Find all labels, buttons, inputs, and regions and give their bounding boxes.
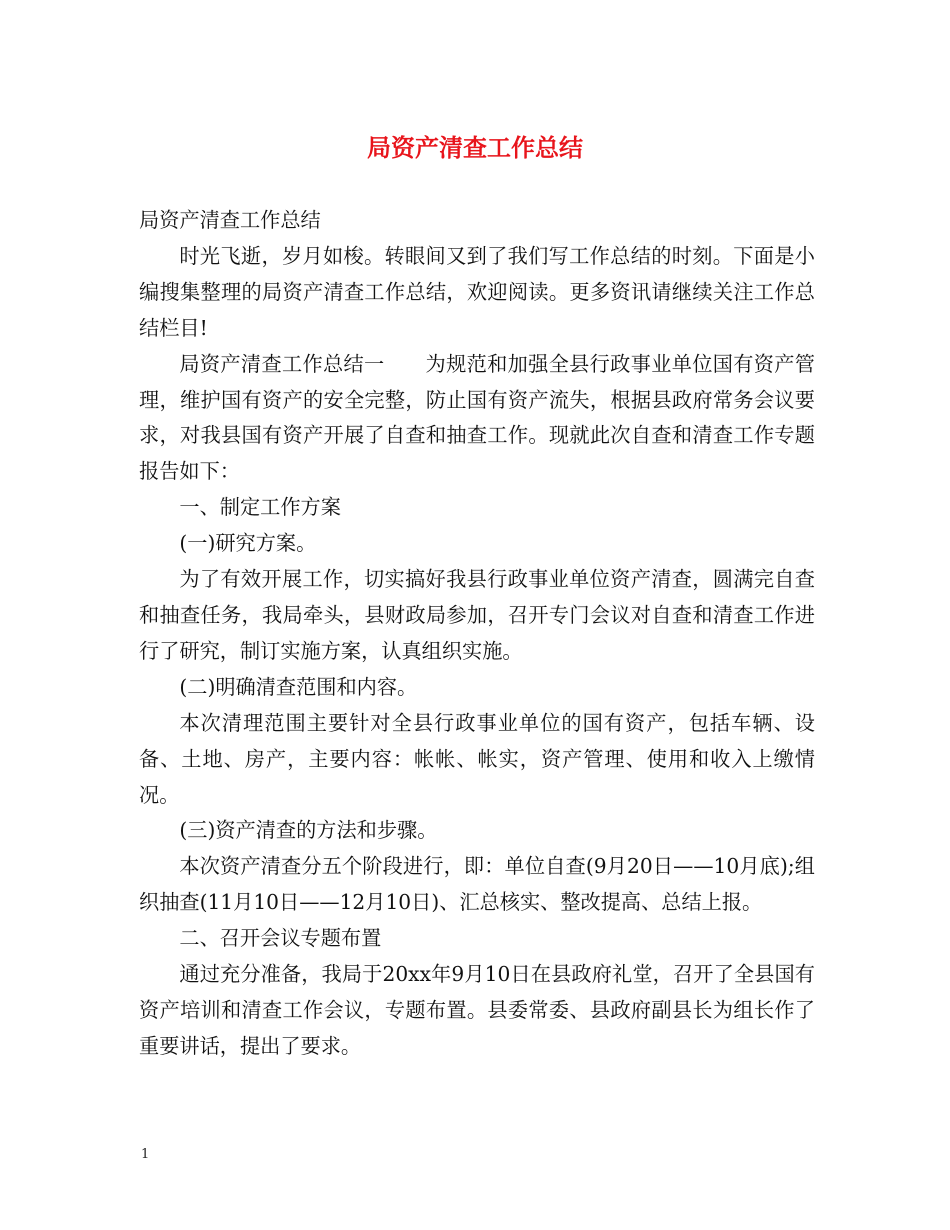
body-paragraph-scope: 本次清理范围主要针对全县行政事业单位的国有资产，包括车辆、设备、土地、房产，主要内容：帐帐、帐实，资产管理、使用和收入上缴情况。 (139, 710, 815, 807)
section-heading-one: 一、制定工作方案 (179, 495, 341, 520)
page-number: 1 (141, 1147, 150, 1162)
subsection-heading-one: (一)研究方案。 (179, 531, 317, 556)
document-title: 局资产清查工作总结 (367, 134, 583, 162)
subsection-heading-three: (三)资产清查的方法和步骤。 (179, 818, 438, 843)
body-paragraph-meeting: 通过充分准备，我局于20xx年9月10日在县政府礼堂，召开了全县国有资产培训和清查工作会议，专题布置。县委常委、县政府副县长为组长作了重要讲话，提出了要求。 (139, 962, 815, 1058)
body-paragraph-research: 为了有效开展工作，切实搞好我县行政事业单位资产清查，圆满完自查和抽查任务，我局牵头，县财政局参加，召开专门会议对自查和清查工作进行了研究，制订实施方案，认真组织实施。 (139, 567, 815, 663)
body-paragraph-intro: 时光飞逝，岁月如梭。转眼间又到了我们写工作总结的时刻。下面是小编搜集整理的局资产清查工作总结，欢迎阅读。更多资讯请继续关注工作总结栏目! (139, 243, 815, 340)
body-paragraph-heading: 局资产清查工作总结 (139, 208, 321, 232)
subsection-heading-two: (二)明确清查范围和内容。 (179, 674, 418, 699)
section-heading-two: 二、召开会议专题布置 (179, 926, 382, 951)
body-paragraph-summary-one: 局资产清查工作总结一 为规范和加强全县行政事业单位国有资产管理，维护国有资产的安全完整，防止国有资产流失，根据县政府常务会议要求，对我县国有资产开展了自查和抽查工作。现就此次自查和清查工作专题报告如下： (139, 351, 815, 484)
body-paragraph-stages: 本次资产清查分五个阶段进行，即：单位自查(9月20日——10月底);组织抽查(11月10日——12月10日)、汇总核实、整改提高、总结上报。 (139, 854, 815, 915)
document-body (139, 203, 815, 1065)
